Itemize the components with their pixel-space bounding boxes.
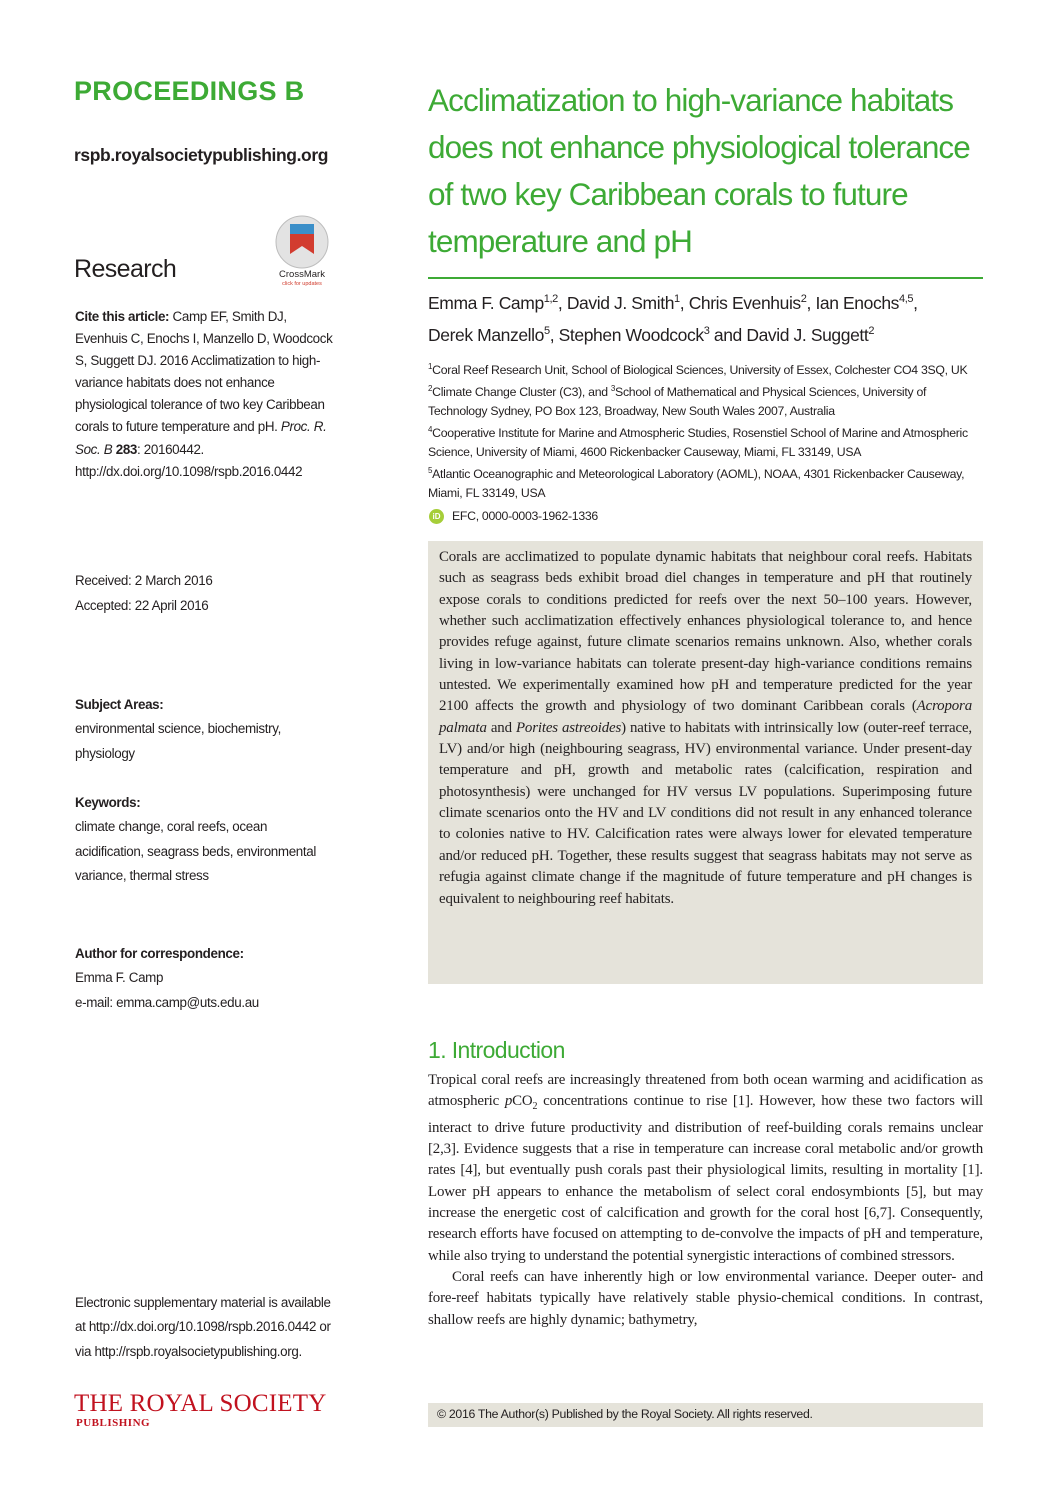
journal-name: PROCEEDINGS B <box>74 76 305 106</box>
publisher-logo-sub: PUBLISHING <box>76 1417 151 1429</box>
citation-block <box>75 306 337 483</box>
subject-text: environmental science, biochemistry, physiology <box>75 721 281 761</box>
abstract-text: Corals are acclimatized to populate dynamic habitats that neighbour coral reefs. Habitats such as seagrass beds exhibit broad diel changes in temperature and pH that routinely expose corals to conditions predicted for reefs over the next 50–100 years. However, whether such acclimatization effectively enhances physiological tolerance to, and hence provides refuge against, future climate scenarios remains unknown. Also, whether corals living in low-variance habitats can tolerate present-day high-variance conditions remains untested. We experimentally examined how pH and temperature predicted for the year 2100 affects the growth and physiology of two dominant Caribbean corals (Acropora palmata and Porites astreoides) native to habitats with intrinsically low (outer-reef terrace, LV) and/or high (neighbouring seagrass, HV) environmental variance. Under present-day temperature and pH, growth and metabolic rates (calcification, respiration and photosynthesis) were unchanged for HV versus LV populations. Superimposing future climate scenarios onto the HV and LV conditions did not result in any enhanced tolerance to colonies native to HV. Calcification rates were always lower for elevated temperature and/or reduced pH. Together, these results suggest that seagrass habitats may not serve as refugia against climate change if the magnitude of future temperature and pH changes is equivalent to neighbouring reef habitats. <box>439 549 972 907</box>
keywords-text: climate change, coral reefs, ocean acidification, seagrass beds, environmental variance, thermal stress <box>75 819 317 884</box>
keywords-label: Keywords: <box>75 795 141 810</box>
copyright-text: © 2016 The Author(s) Published by the Royal Society. All rights reserved. <box>437 1407 813 1421</box>
cite-doi-link[interactable]: http://dx.doi.org/10.1098/rspb.2016.0442 <box>75 463 303 479</box>
cite-volume: 283 <box>115 441 138 457</box>
species-name: Acropora palmata <box>439 698 972 736</box>
author[interactable]: Stephen Woodcock <box>558 324 704 345</box>
author[interactable]: Ian Enochs <box>815 292 899 313</box>
author[interactable]: Chris Evenhuis <box>688 292 801 313</box>
crossmark-sub: click for updates <box>282 281 322 287</box>
publisher-logo-name: THE ROYAL SOCIETY <box>74 1390 327 1417</box>
dates-block <box>75 568 337 618</box>
cite-text: Camp EF, Smith DJ, Evenhuis C, Enochs I, Manzello D, Woodcock S, Suggett DJ. 2016 Acclimatization to high-variance habitats does not enhance physiological tolerance of two key Caribbean corals to future temperature and pH. <box>75 309 333 435</box>
orcid-id[interactable]: EFC, 0000-0003-1962-1336 <box>452 509 598 523</box>
affiliation-item: $^1$Coral Reef Research Unit, School of Biological Sciences, University of Essex, Colchester CO4 3SQ, UK <box>428 362 968 378</box>
affiliation-item: $^5$Atlantic Oceanographic and Meteorological Laboratory (AOML), NOAA, 4301 Rickenbacker Causeway, Miami, FL 33149, USA <box>428 465 965 500</box>
supplementary-note: Electronic supplementary material is available at http://dx.doi.org/10.1098/rspb.2016.0442 or via http://rspb.royalsocietypublishing.org. <box>75 1295 331 1359</box>
received-date: Received: 2 March 2016 <box>75 573 213 588</box>
journal-site-link[interactable]: rspb.royalsocietypublishing.org <box>74 145 329 165</box>
author[interactable]: David J. Suggett <box>746 324 869 345</box>
article-title: Acclimatization to high-variance habitats does not enhance physiological tolerance of two key Caribbean corals to future temperature and pH <box>428 82 970 259</box>
crossmark-icon[interactable] <box>262 212 342 292</box>
subject-label: Subject Areas: <box>75 697 164 712</box>
introduction-body <box>428 1070 983 1331</box>
cite-label: Cite this article: <box>75 309 170 324</box>
correspondence <box>75 942 337 1015</box>
correspondence-email[interactable]: e-mail: emma.camp@uts.edu.au <box>75 994 259 1010</box>
author-list: Emma F. Camp$^{1,2}$, David J. Smith$^1$, Chris Evenhuis$^2$, Ian Enochs$^{4,5}$, Derek Manzello$^5$, Stephen Woodcock$^3$ and David J. Suggett$^2$ <box>428 292 918 345</box>
author[interactable]: Emma F. Camp <box>428 292 544 313</box>
affiliation-item: $^2$Climate Change Cluster (C3), and $^3$School of Mathematical and Physical Sciences, University of Technology Sydney, PO Box 123, Broadway, New South Wales 2007, Australia <box>428 384 927 418</box>
affiliations <box>428 358 988 503</box>
paragraph: Coral reefs can have inherently high or low environmental variance. Deeper outer- and fore-reef habitats typically have relatively stable physio-chemical conditions. In contrast, shallow reefs are highly dynamic; bathymetry, <box>428 1269 983 1328</box>
author[interactable]: Derek Manzello <box>428 324 544 345</box>
title-divider <box>428 277 983 279</box>
orcid-icon[interactable]: iD <box>429 509 444 524</box>
author[interactable]: David J. Smith <box>566 292 675 313</box>
affiliation-item: $^4$Cooperative Institute for Marine and Atmospheric Studies, Rosenstiel School of Marine and Atmospheric Science, University of Miami, 4600 Rickenbacker Causeway, Miami, FL 33149, USA <box>428 424 968 459</box>
subject-areas <box>75 693 337 766</box>
keywords <box>75 791 337 889</box>
cite-journal-abbrev: Proc. R. Soc. B <box>75 419 327 457</box>
correspondence-label: Author for correspondence: <box>75 946 244 961</box>
article-type: Research <box>74 255 177 283</box>
accepted-date: Accepted: 22 April 2016 <box>75 598 209 613</box>
section-heading-introduction: 1. Introduction <box>428 1037 565 1063</box>
crossmark-label: CrossMark <box>279 269 325 280</box>
paragraph: Tropical coral reefs are increasingly threatened from both ocean warming and acidification as atmospheric pCO$_2$ concentrations continue to rise [1]. However, how these two factors will interact to drive future productivity and distribution of reef-building corals remains unclear [2,3]. Evidence suggests that a rise in temperature can increase coral metabolic and/or growth rates [4], but eventually push corals past their physiological limits, resulting in mortality [1]. Lower pH appears to enhance the metabolism of select coral endosymbionts [5], but may increase the energetic cost of calcification and growth for the coral host [6,7]. Consequently, research efforts have focused on attempting to de-convolve the impacts of pH and temperature, while also trying to understand the potential synergistic interactions of combined stressors. <box>428 1072 983 1264</box>
cite-pages: : 20160442. <box>137 441 204 457</box>
species-name: Porites astreoides <box>515 719 622 736</box>
correspondence-name: Emma F. Camp <box>75 970 164 986</box>
